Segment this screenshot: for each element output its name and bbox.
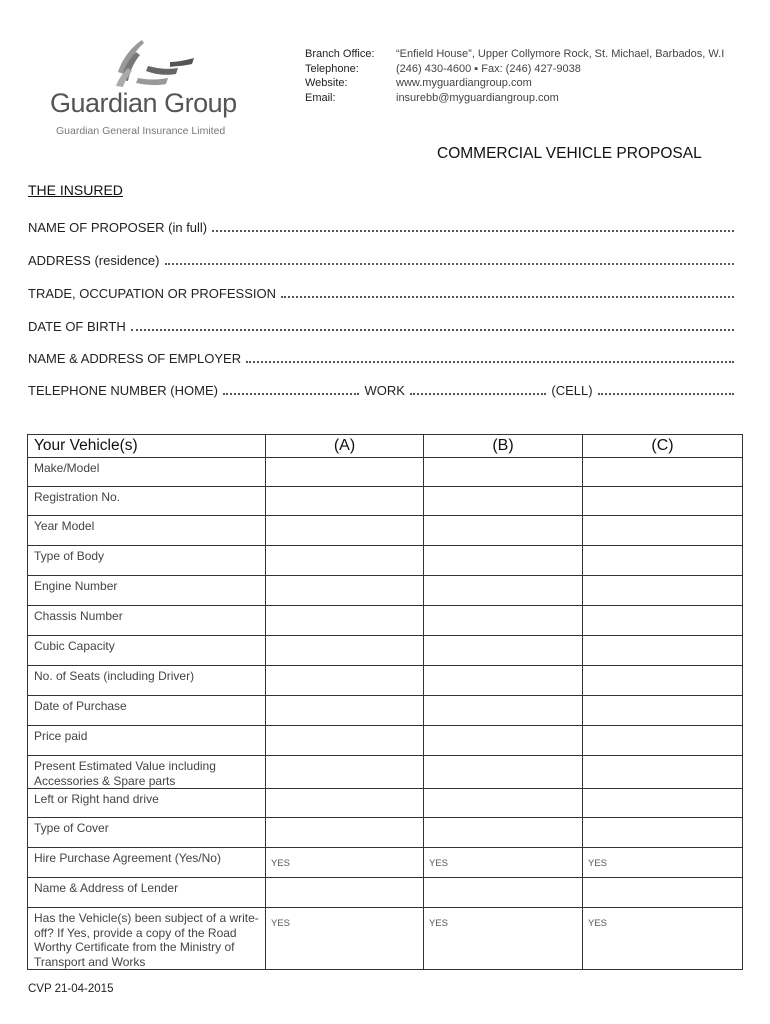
row-label: Date of Purchase — [28, 696, 266, 726]
field-label: NAME & ADDRESS OF EMPLOYER — [28, 351, 242, 366]
table-row — [28, 789, 743, 818]
vehicle-c-cell[interactable] — [583, 878, 743, 908]
vehicle-a-cell[interactable]: YES — [266, 908, 424, 970]
vehicle-c-cell[interactable] — [583, 696, 743, 726]
row-label: Present Estimated Value including Accessories & Spare parts — [28, 756, 266, 789]
contact-label: Telephone: — [305, 62, 359, 75]
contact-block — [305, 47, 724, 105]
contact-value: insurebb@myguardiangroup.com — [396, 91, 559, 104]
contact-value: “Enfield House”, Upper Collymore Rock, St. Michael, Barbados, W.I — [396, 48, 725, 60]
proposer-name-field[interactable] — [28, 220, 734, 235]
vehicle-b-cell[interactable] — [424, 756, 583, 789]
vehicle-c-cell[interactable] — [583, 789, 743, 818]
table-row — [28, 546, 743, 576]
row-label: Cubic Capacity — [28, 636, 266, 666]
column-header-b: (B) — [424, 435, 583, 458]
contact-label: Website: — [305, 77, 348, 89]
table-row — [28, 516, 743, 546]
vehicle-c-cell[interactable] — [583, 818, 743, 848]
table-row — [28, 848, 743, 878]
field-label-cell: (CELL) — [551, 383, 593, 398]
row-label: Name & Address of Lender — [28, 878, 266, 908]
contact-row-email — [305, 91, 724, 106]
field-label-work: WORK — [364, 383, 405, 398]
occupation-field[interactable] — [28, 286, 734, 301]
vehicle-a-cell[interactable] — [266, 546, 424, 576]
field-label: ADDRESS (residence) — [28, 253, 160, 268]
vehicle-a-cell[interactable] — [266, 487, 424, 516]
vehicle-b-cell[interactable]: YES — [424, 908, 583, 970]
contact-row-telephone — [305, 62, 724, 77]
row-label: Registration No. — [28, 487, 266, 516]
field-label-home: TELEPHONE NUMBER (HOME) — [28, 383, 218, 398]
home-fill-line[interactable] — [223, 393, 359, 395]
vehicle-c-cell[interactable] — [583, 756, 743, 789]
row-label: Hire Purchase Agreement (Yes/No) — [28, 848, 266, 878]
date-of-birth-field[interactable] — [28, 319, 734, 334]
brand-name: Guardian Group — [50, 88, 237, 118]
fill-line — [212, 230, 734, 232]
row-label: No. of Seats (including Driver) — [28, 666, 266, 696]
vehicle-c-cell[interactable]: YES — [583, 908, 743, 970]
vehicle-c-cell[interactable]: YES — [583, 848, 743, 878]
field-label: DATE OF BIRTH — [28, 319, 126, 334]
vehicle-a-cell[interactable] — [266, 458, 424, 487]
vehicle-c-cell[interactable] — [583, 576, 743, 606]
row-label: Price paid — [28, 726, 266, 756]
vehicle-a-cell[interactable] — [266, 878, 424, 908]
contact-row-website — [305, 76, 724, 91]
fill-line — [165, 263, 735, 265]
table-row — [28, 487, 743, 516]
vehicle-c-cell[interactable] — [583, 458, 743, 487]
contact-label: Email: — [305, 91, 336, 104]
vehicle-a-cell[interactable] — [266, 818, 424, 848]
row-label: Type of Body — [28, 546, 266, 576]
table-row — [28, 756, 743, 789]
table-row — [28, 818, 743, 848]
contact-value: www.myguardiangroup.com — [396, 77, 532, 89]
table-row — [28, 726, 743, 756]
vehicle-c-cell[interactable] — [583, 546, 743, 576]
field-label: NAME OF PROPOSER (in full) — [28, 220, 208, 235]
vehicle-a-cell[interactable] — [266, 696, 424, 726]
table-header-row — [28, 435, 743, 458]
employer-field[interactable] — [28, 351, 734, 366]
contact-label: Branch Office: — [305, 48, 375, 60]
vehicle-b-cell[interactable] — [424, 818, 583, 848]
table-row — [28, 878, 743, 908]
vehicle-a-cell[interactable] — [266, 606, 424, 636]
brand-subtitle: Guardian General Insurance Limited — [56, 125, 226, 137]
section-title: THE INSURED — [28, 182, 123, 198]
fill-line — [281, 296, 734, 298]
table-row — [28, 696, 743, 726]
vehicle-c-cell[interactable] — [583, 487, 743, 516]
table-row — [28, 576, 743, 606]
vehicle-c-cell[interactable] — [583, 726, 743, 756]
vehicle-a-cell[interactable] — [266, 789, 424, 818]
row-label: Engine Number — [28, 576, 266, 606]
field-label: TRADE, OCCUPATION OR PROFESSION — [28, 286, 276, 301]
vehicle-a-cell[interactable] — [266, 756, 424, 789]
vehicle-a-cell[interactable]: YES — [266, 848, 424, 878]
vehicle-c-cell[interactable] — [583, 606, 743, 636]
column-header-c: (C) — [583, 435, 743, 458]
column-header-vehicles: Your Vehicle(s) — [28, 435, 266, 458]
vehicle-b-cell[interactable] — [424, 696, 583, 726]
vehicle-c-cell[interactable] — [583, 636, 743, 666]
vehicle-b-cell[interactable] — [424, 546, 583, 576]
vehicle-b-cell[interactable] — [424, 487, 583, 516]
vehicle-b-cell[interactable] — [424, 458, 583, 487]
work-fill-line[interactable] — [410, 393, 546, 395]
vehicle-b-cell[interactable] — [424, 789, 583, 818]
address-field[interactable] — [28, 253, 734, 268]
vehicle-a-cell[interactable] — [266, 726, 424, 756]
vehicle-b-cell[interactable] — [424, 666, 583, 696]
fill-line — [246, 361, 734, 363]
vehicle-c-cell[interactable] — [583, 666, 743, 696]
vehicle-b-cell[interactable] — [424, 576, 583, 606]
vehicle-b-cell[interactable] — [424, 516, 583, 546]
column-header-a: (A) — [266, 435, 424, 458]
table-row — [28, 908, 743, 970]
row-label: Type of Cover — [28, 818, 266, 848]
table-row — [28, 636, 743, 666]
table-row — [28, 666, 743, 696]
vehicle-b-cell[interactable] — [424, 606, 583, 636]
contact-value: (246) 430-4600 ▪ Fax: (246) 427-9038 — [396, 62, 581, 75]
table-row — [28, 606, 743, 636]
document-title: COMMERCIAL VEHICLE PROPOSAL — [437, 145, 702, 162]
row-label: Left or Right hand drive — [28, 789, 266, 818]
row-label: Year Model — [28, 516, 266, 546]
vehicle-c-cell[interactable] — [583, 516, 743, 546]
table-row — [28, 458, 743, 487]
vehicle-b-cell[interactable]: YES — [424, 848, 583, 878]
vehicle-table — [27, 434, 743, 970]
contact-row-branch — [305, 47, 724, 62]
row-label: Has the Vehicle(s) been subject of a write-off? If Yes, provide a copy of the Road Worthy Certificate from the Ministry of Transport and Works — [28, 908, 266, 970]
cell-fill-line[interactable] — [598, 393, 734, 395]
vehicle-b-cell[interactable] — [424, 878, 583, 908]
vehicle-a-cell[interactable] — [266, 666, 424, 696]
row-label: Chassis Number — [28, 606, 266, 636]
form-code: CVP 21-04-2015 — [28, 983, 114, 995]
vehicle-b-cell[interactable] — [424, 726, 583, 756]
vehicle-a-cell[interactable] — [266, 516, 424, 546]
telephone-field[interactable] — [28, 383, 734, 398]
fill-line — [131, 329, 734, 331]
vehicle-a-cell[interactable] — [266, 576, 424, 606]
row-label: Make/Model — [28, 458, 266, 487]
guardian-logo-icon — [108, 38, 198, 94]
vehicle-a-cell[interactable] — [266, 636, 424, 666]
vehicle-b-cell[interactable] — [424, 636, 583, 666]
